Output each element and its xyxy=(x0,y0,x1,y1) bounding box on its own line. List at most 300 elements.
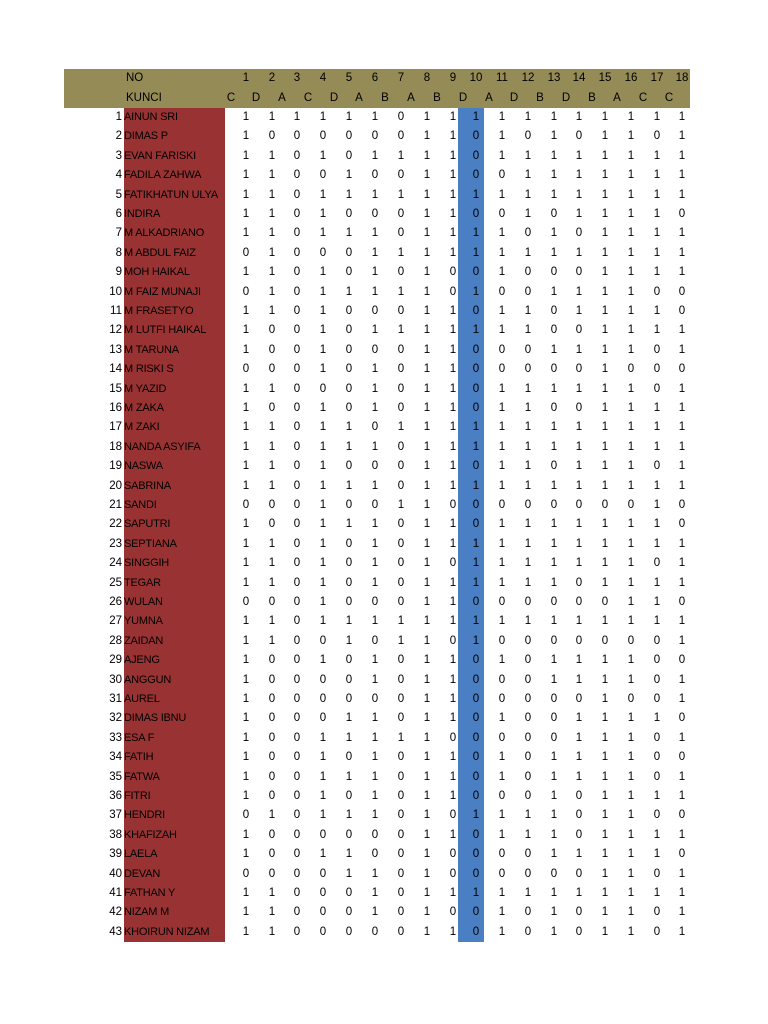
score-cell: 0 xyxy=(575,809,583,822)
score-cell: 1 xyxy=(575,848,583,861)
score-cell: 0 xyxy=(371,828,379,841)
score-cell: 1 xyxy=(653,887,661,899)
score-cell: 1 xyxy=(449,305,457,317)
row-number: 31 xyxy=(109,693,122,705)
score-cell: 1 xyxy=(371,731,379,744)
score-cell: 0 xyxy=(678,751,686,764)
student-name: SINGGIH xyxy=(124,557,170,570)
score-cell: 0 xyxy=(397,479,405,492)
answer-key-letter: C xyxy=(303,92,313,104)
score-cell: 1 xyxy=(601,402,609,414)
score-cell: 1 xyxy=(627,285,635,298)
score-cell: 0 xyxy=(319,867,327,880)
score-cell: 0 xyxy=(472,867,480,880)
score-cell: 0 xyxy=(397,654,405,667)
score-cell: 0 xyxy=(397,576,405,589)
score-cell: 1 xyxy=(575,557,583,570)
score-cell: 0 xyxy=(498,208,506,220)
score-cell: 1 xyxy=(319,809,327,822)
score-cell: 1 xyxy=(242,208,250,220)
score-cell: 0 xyxy=(678,596,686,608)
score-cell: 1 xyxy=(575,887,583,899)
score-cell: 0 xyxy=(524,848,532,861)
score-cell: 0 xyxy=(293,188,301,201)
score-cell: 1 xyxy=(627,188,635,201)
student-name: SEPTIANA xyxy=(124,537,177,550)
score-cell: 1 xyxy=(601,421,609,434)
score-cell: 0 xyxy=(345,693,353,705)
score-cell: 0 xyxy=(268,712,276,725)
score-cell: 0 xyxy=(575,867,583,880)
row-number: 8 xyxy=(115,246,122,259)
question-number: 1 xyxy=(242,72,250,84)
question-number: 9 xyxy=(449,72,457,84)
score-cell: 1 xyxy=(498,654,506,667)
answer-key-letter: C xyxy=(638,92,648,104)
score-cell: 0 xyxy=(498,634,506,647)
score-cell: 0 xyxy=(397,130,405,143)
score-cell: 1 xyxy=(449,382,457,395)
score-cell: 1 xyxy=(498,615,506,628)
student-name: KHOIRUN NIZAM xyxy=(124,925,210,938)
score-cell: 1 xyxy=(601,479,609,492)
score-cell: 0 xyxy=(268,499,276,511)
score-cell: 1 xyxy=(498,402,506,414)
score-cell: 1 xyxy=(524,460,532,473)
score-cell: 1 xyxy=(575,751,583,764)
score-cell: 1 xyxy=(449,208,457,220)
score-cell: 0 xyxy=(472,906,480,919)
score-cell: 0 xyxy=(268,363,276,376)
score-cell: 0 xyxy=(371,848,379,861)
score-cell: 0 xyxy=(242,809,250,822)
student-name: M RISKI S xyxy=(124,363,174,376)
score-cell: 1 xyxy=(498,266,506,279)
student-name: ANGGUN xyxy=(124,673,172,686)
score-cell: 1 xyxy=(653,479,661,492)
score-cell: 0 xyxy=(345,790,353,802)
score-cell: 1 xyxy=(627,382,635,395)
row-number: 2 xyxy=(115,130,122,143)
row-number: 26 xyxy=(109,596,122,608)
row-number: 24 xyxy=(109,557,122,570)
score-cell: 1 xyxy=(449,925,457,938)
score-cell: 0 xyxy=(397,169,405,182)
score-cell: 0 xyxy=(653,925,661,938)
score-cell: 1 xyxy=(601,343,609,356)
score-cell: 1 xyxy=(449,770,457,783)
score-cell: 1 xyxy=(550,479,558,492)
score-cell: 1 xyxy=(242,557,250,570)
score-cell: 0 xyxy=(268,343,276,356)
score-cell: 0 xyxy=(601,634,609,647)
score-cell: 1 xyxy=(653,576,661,589)
score-cell: 1 xyxy=(319,731,327,744)
score-cell: 0 xyxy=(319,673,327,686)
score-cell: 0 xyxy=(345,343,353,356)
score-cell: 0 xyxy=(449,557,457,570)
score-cell: 0 xyxy=(524,693,532,705)
score-cell: 1 xyxy=(627,906,635,919)
question-number: 6 xyxy=(371,72,379,84)
score-cell: 1 xyxy=(242,828,250,841)
score-cell: 1 xyxy=(397,731,405,744)
score-cell: 1 xyxy=(472,285,480,298)
score-cell: 0 xyxy=(524,343,532,356)
score-cell: 0 xyxy=(371,596,379,608)
score-cell: 0 xyxy=(575,227,583,240)
answer-key-letter: A xyxy=(407,92,415,104)
score-cell: 0 xyxy=(449,499,457,511)
score-cell: 1 xyxy=(524,518,532,531)
score-cell: 1 xyxy=(601,324,609,337)
answer-key-letter: C xyxy=(226,92,236,104)
student-name: ZAIDAN xyxy=(124,634,164,647)
answer-key-letter: D xyxy=(458,92,468,104)
score-cell: 1 xyxy=(423,188,431,201)
score-cell: 1 xyxy=(550,828,558,841)
score-cell: 0 xyxy=(550,634,558,647)
score-cell: 1 xyxy=(345,440,353,453)
score-cell: 1 xyxy=(449,518,457,531)
score-cell: 0 xyxy=(498,693,506,705)
score-cell: 1 xyxy=(550,557,558,570)
score-cell: 0 xyxy=(397,693,405,705)
score-cell: 0 xyxy=(293,382,301,395)
score-cell: 1 xyxy=(319,305,327,317)
score-cell: 1 xyxy=(397,499,405,511)
score-cell: 1 xyxy=(242,402,250,414)
score-cell: 0 xyxy=(653,557,661,570)
score-cell: 0 xyxy=(653,634,661,647)
score-cell: 1 xyxy=(550,751,558,764)
score-cell: 1 xyxy=(550,518,558,531)
score-cell: 1 xyxy=(319,227,327,240)
student-name: M FRASETYO xyxy=(124,305,194,317)
score-cell: 1 xyxy=(601,305,609,317)
score-cell: 1 xyxy=(678,266,686,279)
score-cell: 1 xyxy=(627,770,635,783)
score-cell: 1 xyxy=(601,673,609,686)
score-cell: 1 xyxy=(678,673,686,686)
score-cell: 1 xyxy=(601,208,609,220)
score-cell: 0 xyxy=(293,867,301,880)
score-cell: 1 xyxy=(498,188,506,201)
score-cell: 1 xyxy=(498,537,506,550)
score-cell: 0 xyxy=(293,266,301,279)
score-cell: 1 xyxy=(653,305,661,317)
score-cell: 1 xyxy=(678,906,686,919)
score-cell: 1 xyxy=(498,712,506,725)
score-cell: 1 xyxy=(550,770,558,783)
score-cell: 1 xyxy=(423,887,431,899)
score-cell: 1 xyxy=(423,440,431,453)
score-cell: 1 xyxy=(472,557,480,570)
score-cell: 0 xyxy=(345,266,353,279)
score-cell: 1 xyxy=(472,634,480,647)
score-cell: 1 xyxy=(653,402,661,414)
score-cell: 0 xyxy=(472,208,480,220)
student-name: M LUTFI HAIKAL xyxy=(124,324,207,337)
score-cell: 1 xyxy=(550,343,558,356)
score-cell: 0 xyxy=(397,751,405,764)
score-cell: 0 xyxy=(345,576,353,589)
row-number: 43 xyxy=(109,925,122,938)
score-cell: 1 xyxy=(653,324,661,337)
score-cell: 0 xyxy=(472,925,480,938)
score-cell: 1 xyxy=(524,382,532,395)
score-cell: 1 xyxy=(449,460,457,473)
score-cell: 0 xyxy=(345,654,353,667)
row-number: 42 xyxy=(109,906,122,919)
row-number: 38 xyxy=(109,828,122,841)
question-number: 2 xyxy=(268,72,276,84)
score-cell: 1 xyxy=(268,266,276,279)
score-cell: 1 xyxy=(242,169,250,182)
score-cell: 1 xyxy=(423,809,431,822)
score-cell: 1 xyxy=(371,557,379,570)
row-number: 20 xyxy=(109,479,122,492)
score-cell: 1 xyxy=(242,343,250,356)
score-cell: 1 xyxy=(268,925,276,938)
score-cell: 1 xyxy=(575,440,583,453)
score-cell: 1 xyxy=(601,887,609,899)
score-cell: 1 xyxy=(678,557,686,570)
student-name: AINUN SRI xyxy=(124,111,178,123)
score-cell: 0 xyxy=(575,790,583,802)
score-cell: 1 xyxy=(601,149,609,162)
score-cell: 1 xyxy=(242,537,250,550)
score-cell: 1 xyxy=(498,440,506,453)
score-cell: 0 xyxy=(345,673,353,686)
score-cell: 1 xyxy=(371,266,379,279)
score-cell: 1 xyxy=(371,615,379,628)
score-cell: 0 xyxy=(678,809,686,822)
score-cell: 0 xyxy=(345,828,353,841)
score-cell: 1 xyxy=(242,770,250,783)
score-cell: 1 xyxy=(498,809,506,822)
score-cell: 1 xyxy=(627,460,635,473)
score-cell: 1 xyxy=(423,130,431,143)
score-cell: 1 xyxy=(268,557,276,570)
score-cell: 1 xyxy=(627,149,635,162)
row-number: 39 xyxy=(109,848,122,861)
row-number: 37 xyxy=(109,809,122,822)
score-cell: 1 xyxy=(627,615,635,628)
answer-key-letter: B xyxy=(536,92,544,104)
score-cell: 1 xyxy=(319,111,327,123)
score-cell: 1 xyxy=(575,208,583,220)
score-cell: 1 xyxy=(371,402,379,414)
score-cell: 1 xyxy=(345,111,353,123)
score-cell: 1 xyxy=(268,809,276,822)
score-cell: 1 xyxy=(498,111,506,123)
score-cell: 1 xyxy=(550,188,558,201)
score-cell: 1 xyxy=(550,848,558,861)
score-cell: 1 xyxy=(371,537,379,550)
score-cell: 0 xyxy=(524,596,532,608)
row-number: 5 xyxy=(115,188,122,201)
score-cell: 0 xyxy=(371,305,379,317)
score-cell: 1 xyxy=(524,479,532,492)
score-cell: 1 xyxy=(423,751,431,764)
score-cell: 0 xyxy=(498,731,506,744)
score-cell: 1 xyxy=(423,421,431,434)
score-cell: 0 xyxy=(472,790,480,802)
row-number: 10 xyxy=(109,285,122,298)
score-cell: 1 xyxy=(242,324,250,337)
score-cell: 0 xyxy=(524,499,532,511)
score-cell: 1 xyxy=(575,421,583,434)
score-cell: 0 xyxy=(678,654,686,667)
score-cell: 0 xyxy=(319,925,327,938)
score-cell: 1 xyxy=(472,188,480,201)
score-cell: 0 xyxy=(524,285,532,298)
score-cell: 0 xyxy=(472,499,480,511)
score-cell: 0 xyxy=(293,246,301,259)
score-cell: 0 xyxy=(397,537,405,550)
score-cell: 1 xyxy=(498,227,506,240)
score-cell: 1 xyxy=(423,634,431,647)
score-cell: 0 xyxy=(449,906,457,919)
score-cell: 0 xyxy=(472,712,480,725)
score-cell: 0 xyxy=(627,634,635,647)
score-cell: 1 xyxy=(423,169,431,182)
score-cell: 1 xyxy=(371,809,379,822)
score-cell: 1 xyxy=(627,925,635,938)
score-cell: 1 xyxy=(319,208,327,220)
row-number: 12 xyxy=(109,324,122,337)
score-cell: 1 xyxy=(345,188,353,201)
score-cell: 0 xyxy=(653,751,661,764)
score-cell: 0 xyxy=(397,790,405,802)
score-cell: 1 xyxy=(423,266,431,279)
score-cell: 1 xyxy=(601,130,609,143)
score-cell: 1 xyxy=(627,557,635,570)
score-cell: 0 xyxy=(524,731,532,744)
score-cell: 0 xyxy=(242,363,250,376)
score-cell: 1 xyxy=(472,440,480,453)
question-number: 7 xyxy=(397,72,405,84)
score-cell: 1 xyxy=(550,576,558,589)
score-cell: 1 xyxy=(268,460,276,473)
score-cell: 1 xyxy=(423,770,431,783)
score-cell: 1 xyxy=(449,130,457,143)
score-cell: 1 xyxy=(423,402,431,414)
question-number: 10 xyxy=(469,72,483,84)
score-cell: 1 xyxy=(371,246,379,259)
score-cell: 1 xyxy=(319,751,327,764)
score-cell: 1 xyxy=(498,149,506,162)
score-cell: 1 xyxy=(423,479,431,492)
score-cell: 0 xyxy=(397,906,405,919)
score-cell: 0 xyxy=(345,149,353,162)
score-cell: 0 xyxy=(524,673,532,686)
row-number: 21 xyxy=(109,499,122,511)
score-cell: 1 xyxy=(678,111,686,123)
score-cell: 1 xyxy=(397,246,405,259)
score-cell: 1 xyxy=(449,576,457,589)
score-cell: 1 xyxy=(627,576,635,589)
student-name: AUREL xyxy=(124,693,160,705)
row-number: 3 xyxy=(115,149,122,162)
score-cell: 0 xyxy=(524,867,532,880)
score-cell: 0 xyxy=(524,266,532,279)
student-name: NASWA xyxy=(124,460,163,473)
score-cell: 0 xyxy=(371,343,379,356)
score-cell: 1 xyxy=(242,518,250,531)
score-cell: 1 xyxy=(498,828,506,841)
score-cell: 0 xyxy=(397,208,405,220)
score-cell: 1 xyxy=(550,149,558,162)
score-cell: 1 xyxy=(345,615,353,628)
question-number: 16 xyxy=(624,72,638,84)
score-cell: 1 xyxy=(524,169,532,182)
student-name: DIMAS IBNU xyxy=(124,712,187,725)
score-cell: 1 xyxy=(550,615,558,628)
score-cell: 0 xyxy=(293,130,301,143)
score-cell: 0 xyxy=(449,285,457,298)
score-cell: 1 xyxy=(345,421,353,434)
score-cell: 1 xyxy=(371,324,379,337)
score-cell: 0 xyxy=(293,634,301,647)
score-cell: 0 xyxy=(575,266,583,279)
score-cell: 1 xyxy=(242,479,250,492)
score-cell: 0 xyxy=(550,266,558,279)
score-cell: 0 xyxy=(472,460,480,473)
score-cell: 0 xyxy=(293,421,301,434)
score-cell: 0 xyxy=(653,809,661,822)
score-cell: 0 xyxy=(449,634,457,647)
question-number: 11 xyxy=(496,72,508,84)
score-cell: 1 xyxy=(627,887,635,899)
score-cell: 0 xyxy=(293,809,301,822)
score-cell: 0 xyxy=(345,363,353,376)
score-cell: 1 xyxy=(371,285,379,298)
score-cell: 0 xyxy=(345,382,353,395)
answer-key-letter: B xyxy=(433,92,441,104)
row-number: 23 xyxy=(109,537,122,550)
score-cell: 1 xyxy=(472,479,480,492)
score-cell: 1 xyxy=(319,770,327,783)
score-cell: 1 xyxy=(268,615,276,628)
score-cell: 1 xyxy=(678,770,686,783)
student-name: TEGAR xyxy=(124,576,161,589)
score-cell: 0 xyxy=(397,596,405,608)
score-cell: 1 xyxy=(371,887,379,899)
score-cell: 1 xyxy=(498,770,506,783)
score-cell: 1 xyxy=(601,382,609,395)
score-cell: 0 xyxy=(293,440,301,453)
score-cell: 0 xyxy=(268,770,276,783)
row-number: 41 xyxy=(109,887,122,899)
score-cell: 1 xyxy=(575,518,583,531)
score-cell: 1 xyxy=(550,130,558,143)
score-cell: 1 xyxy=(524,576,532,589)
student-name: INDIRA xyxy=(124,208,161,220)
score-cell: 1 xyxy=(345,867,353,880)
score-cell: 1 xyxy=(678,790,686,802)
student-name: FATHAN Y xyxy=(124,887,176,899)
score-cell: 0 xyxy=(268,673,276,686)
score-cell: 1 xyxy=(449,402,457,414)
score-cell: 1 xyxy=(319,518,327,531)
score-cell: 0 xyxy=(678,499,686,511)
score-cell: 0 xyxy=(293,731,301,744)
score-cell: 1 xyxy=(268,479,276,492)
score-cell: 1 xyxy=(653,828,661,841)
score-cell: 1 xyxy=(498,751,506,764)
